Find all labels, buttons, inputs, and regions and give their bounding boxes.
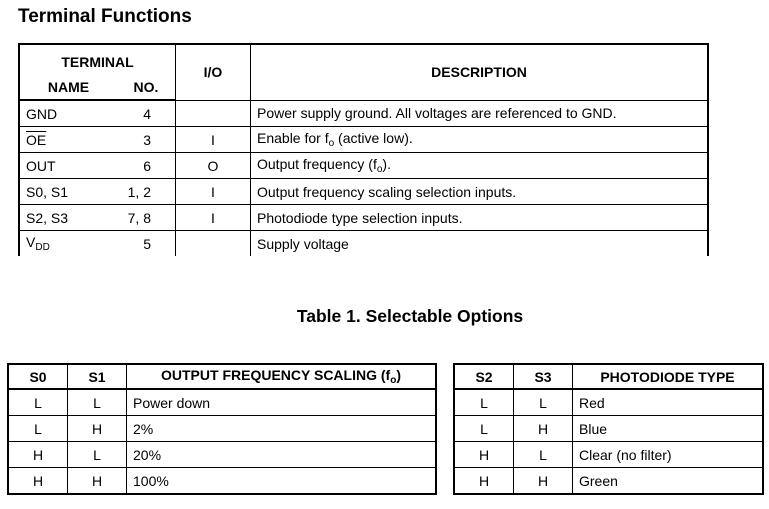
table-row [454,468,763,495]
photodiode-options-table [453,363,764,495]
description-text: Enable for f [257,130,329,146]
scaling-cell: 2% [127,416,437,442]
terminal-name: GND [19,100,117,127]
scaling-cell: 20% [127,442,437,468]
subscript: o [390,375,397,386]
terminal-description [251,153,709,179]
s0-cell: H [8,468,68,495]
scaling-cell: 100% [127,468,437,495]
terminal-no: 3 [117,127,176,153]
photodiode-type-cell: Red [573,389,764,416]
terminal-io: I [176,179,251,205]
section-heading: Terminal Functions [18,6,192,27]
terminal-group-header: TERMINAL [19,44,176,74]
s0-cell: L [8,416,68,442]
subscript: o [376,164,383,175]
description-text: Output frequency (f [257,156,377,172]
table-row [8,416,436,442]
table-row [19,231,708,257]
table-row [19,127,708,153]
terminal-name [19,231,117,257]
subscript: o [328,138,335,149]
terminal-io: O [176,153,251,179]
s2-cell: H [454,468,514,495]
table-row [454,442,763,468]
scaling-cell: Power down [127,389,437,416]
photodiode-type-cell: Green [573,468,764,495]
terminal-io [176,100,251,127]
terminal-name: S0, S1 [19,179,117,205]
s3-header: S3 [514,364,573,389]
header-text: ) [396,367,401,383]
name-header: NAME [19,74,117,100]
s1-cell: H [68,416,127,442]
description-text: (active low). [334,130,413,146]
photodiode-type-cell: Clear (no filter) [573,442,764,468]
s1-cell: H [68,468,127,495]
table-row [454,416,763,442]
terminal-description: Power supply ground. All voltages are referenced to GND. [251,100,709,127]
terminal-io: I [176,127,251,153]
terminal-name: OUT [19,153,117,179]
table-header-row [454,364,763,389]
terminal-io [176,231,251,257]
s3-cell: H [514,468,573,495]
photodiode-type-header: PHOTODIODE TYPE [573,364,764,389]
s3-cell: H [514,416,573,442]
s3-cell: L [514,442,573,468]
terminal-no: 1, 2 [117,179,176,205]
s1-cell: L [68,389,127,416]
table-row [8,468,436,495]
terminal-name [19,127,117,153]
s2-cell: L [454,389,514,416]
terminal-io: I [176,205,251,231]
terminal-description: Photodiode type selection inputs. [251,205,709,231]
scaling-options-table [7,363,437,495]
s1-header: S1 [68,364,127,389]
terminal-description: Supply voltage [251,231,709,257]
table1-title: Table 1. Selectable Options [296,306,524,326]
terminal-no: 6 [117,153,176,179]
terminal-name-text: $\overline{OE}$ [26,131,47,148]
table-row [19,153,708,179]
photodiode-type-cell: Blue [573,416,764,442]
no-header: NO. [117,74,176,100]
description-header: DESCRIPTION [251,44,709,100]
terminal-no: 5 [117,231,176,257]
terminal-no: 4 [117,100,176,127]
table-row [454,389,763,416]
s2-header: S2 [454,364,514,389]
terminal-name: S2, S3 [19,205,117,231]
s2-cell: H [454,442,514,468]
s0-cell: L [8,389,68,416]
terminal-description [251,127,709,153]
scaling-header [127,364,437,389]
table-row [8,389,436,416]
description-text: ). [382,156,391,172]
table-row [19,179,708,205]
s2-cell: L [454,416,514,442]
table-row [19,205,708,231]
table-header-row [8,364,436,389]
terminal-description: Output frequency scaling selection inputs. [251,179,709,205]
table-row [19,100,708,127]
header-text: OUTPUT FREQUENCY SCALING (f [161,367,391,383]
subscript: DD [35,242,50,253]
table-row [8,442,436,468]
terminal-no: 7, 8 [117,205,176,231]
s3-cell: L [514,389,573,416]
terminal-name-text: V [26,234,36,250]
s0-header: S0 [8,364,68,389]
io-header: I/O [176,44,251,100]
s0-cell: H [8,442,68,468]
terminal-functions-table [18,43,709,256]
s1-cell: L [68,442,127,468]
